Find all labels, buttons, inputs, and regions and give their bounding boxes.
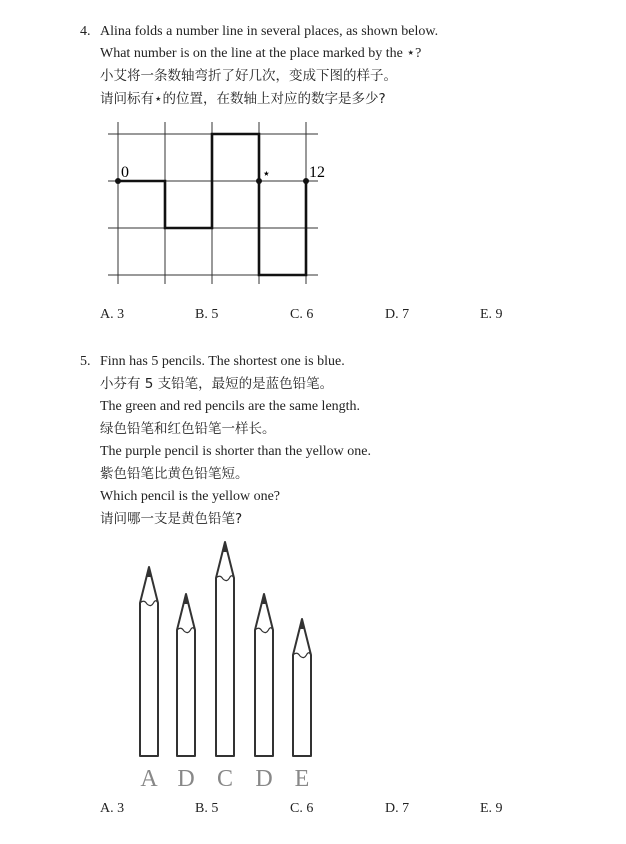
option-a: A. 3 (100, 801, 125, 816)
star-icon: ⋆ (262, 167, 271, 182)
question-text-zh: 紫色铅笔比黄色铅笔短。 (100, 466, 249, 482)
question-text-en: The green and red pencils are the same length. (100, 399, 361, 414)
start-label: 0 (121, 164, 129, 181)
pencil-d-fourth (255, 594, 273, 756)
folded-number-line-figure (100, 120, 340, 290)
option-e: E. 9 (480, 801, 503, 816)
option-c: C. 6 (290, 801, 314, 816)
pencil-e (293, 619, 311, 756)
pencil-c (216, 542, 234, 756)
question-text-en: Finn has 5 pencils. The shortest one is blue. (100, 354, 345, 369)
option-b: B. 5 (195, 307, 219, 322)
option-c: C. 6 (290, 307, 314, 322)
option-d: D. 7 (385, 801, 410, 816)
option-a: A. 3 (100, 307, 125, 322)
question-text-zh: 小芬有 5 支铅笔，最短的是蓝色铅笔。 (100, 376, 334, 392)
question-text-en: Which pencil is the yellow one? (100, 489, 280, 504)
pencils-figure (120, 535, 340, 795)
question-number: 4. (80, 24, 91, 39)
question-text-zh: 小艾将一条数轴弯折了好几次，变成下图的样子。 (100, 68, 397, 84)
option-e: E. 9 (480, 307, 503, 322)
pencil-label-a: A (140, 766, 158, 792)
pencil-label-c: C (216, 766, 234, 792)
question-number: 5. (80, 354, 91, 369)
pencil-label-e: E (294, 766, 310, 792)
option-d: D. 7 (385, 307, 410, 322)
pencil-a (140, 567, 158, 756)
option-b: B. 5 (195, 801, 219, 816)
question-text-zh: 请问哪一支是黄色铅笔? (100, 511, 243, 527)
question-text-zh: 请问标有⋆的位置，在数轴上对应的数字是多少? (100, 91, 386, 107)
question-text-en: Alina folds a number line in several places, as shown below. (100, 24, 439, 39)
pencil-d-second (177, 594, 195, 756)
pencil-label-d-second: D (177, 766, 195, 792)
question-text-en: The purple pencil is shorter than the yellow one. (100, 444, 371, 459)
question-text-zh: 绿色铅笔和红色铅笔一样长。 (100, 421, 276, 437)
question-text-en: What number is on the line at the place marked by the ⋆? (100, 46, 422, 61)
pencil-label-d-fourth: D (255, 766, 273, 792)
end-label: 12 (309, 164, 325, 181)
